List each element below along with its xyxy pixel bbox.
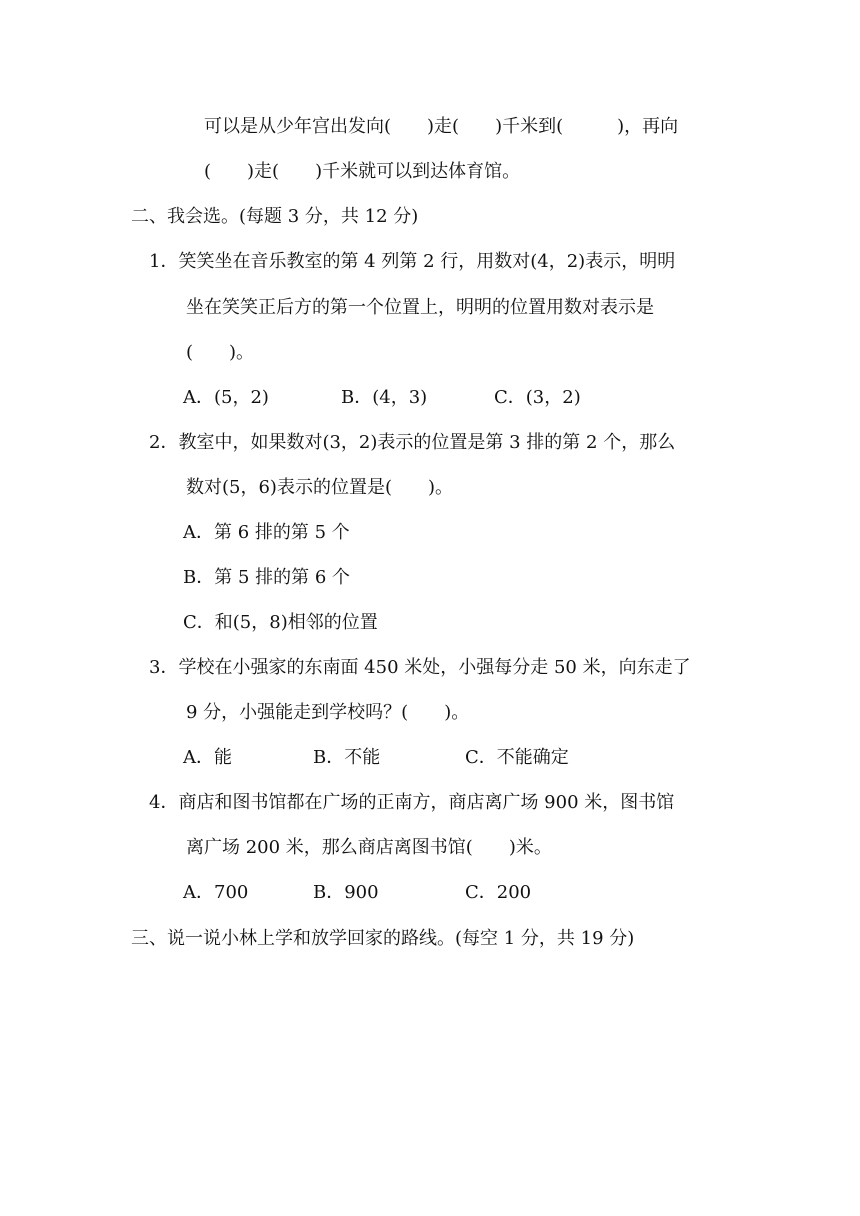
question-1-line-1: 1．笑笑坐在音乐教室的第 4 列第 2 行，用数对(4，2)表示，明明 xyxy=(149,251,676,272)
question-3-line-2: 9 分，小强能走到学校吗？( )。 xyxy=(186,702,470,723)
question-2-option-b: B．第 5 排的第 6 个 xyxy=(183,567,351,588)
question-2-line-2: 数对(5，6)表示的位置是( )。 xyxy=(186,477,453,498)
question-1-option-a: A．(5，2) xyxy=(183,387,269,408)
question-3-option-b: B．不能 xyxy=(313,747,381,768)
question-1-option-b: B．(4，3) xyxy=(341,387,428,408)
question-2-option-a: A．第 6 排的第 5 个 xyxy=(183,522,350,543)
question-4-line-2: 离广场 200 米，那么商店离图书馆( )米。 xyxy=(186,837,552,858)
intro-line-1: 可以是从少年宫出发向( )走( )千米到( )，再向 xyxy=(204,116,679,137)
question-4-option-b: B．900 xyxy=(313,882,379,903)
intro-line-2: ( )走( )千米就可以到达体育馆。 xyxy=(204,161,521,182)
question-4-option-a: A．700 xyxy=(183,882,249,903)
section-3-heading: 三、说一说小林上学和放学回家的路线。(每空 1 分，共 19 分) xyxy=(131,928,635,949)
question-2-line-1: 2．教室中，如果数对(3，2)表示的位置是第 3 排的第 2 个，那么 xyxy=(149,432,676,453)
question-1-option-c: C．(3，2) xyxy=(494,387,581,408)
question-1-line-3: ( )。 xyxy=(186,342,255,363)
question-4-option-c: C．200 xyxy=(465,882,532,903)
question-3-option-c: C．不能确定 xyxy=(465,747,569,768)
question-4-line-1: 4．商店和图书馆都在广场的正南方，商店离广场 900 米，图书馆 xyxy=(149,792,675,813)
question-3-line-1: 3．学校在小强家的东南面 450 米处，小强每分走 50 米，向东走了 xyxy=(149,657,691,678)
question-2-option-c: C．和(5，8)相邻的位置 xyxy=(183,612,378,633)
section-2-heading: 二、我会选。(每题 3 分，共 12 分) xyxy=(131,206,419,227)
question-3-option-a: A．能 xyxy=(183,747,232,768)
question-1-line-2: 坐在笑笑正后方的第一个位置上，明明的位置用数对表示是 xyxy=(186,297,654,318)
